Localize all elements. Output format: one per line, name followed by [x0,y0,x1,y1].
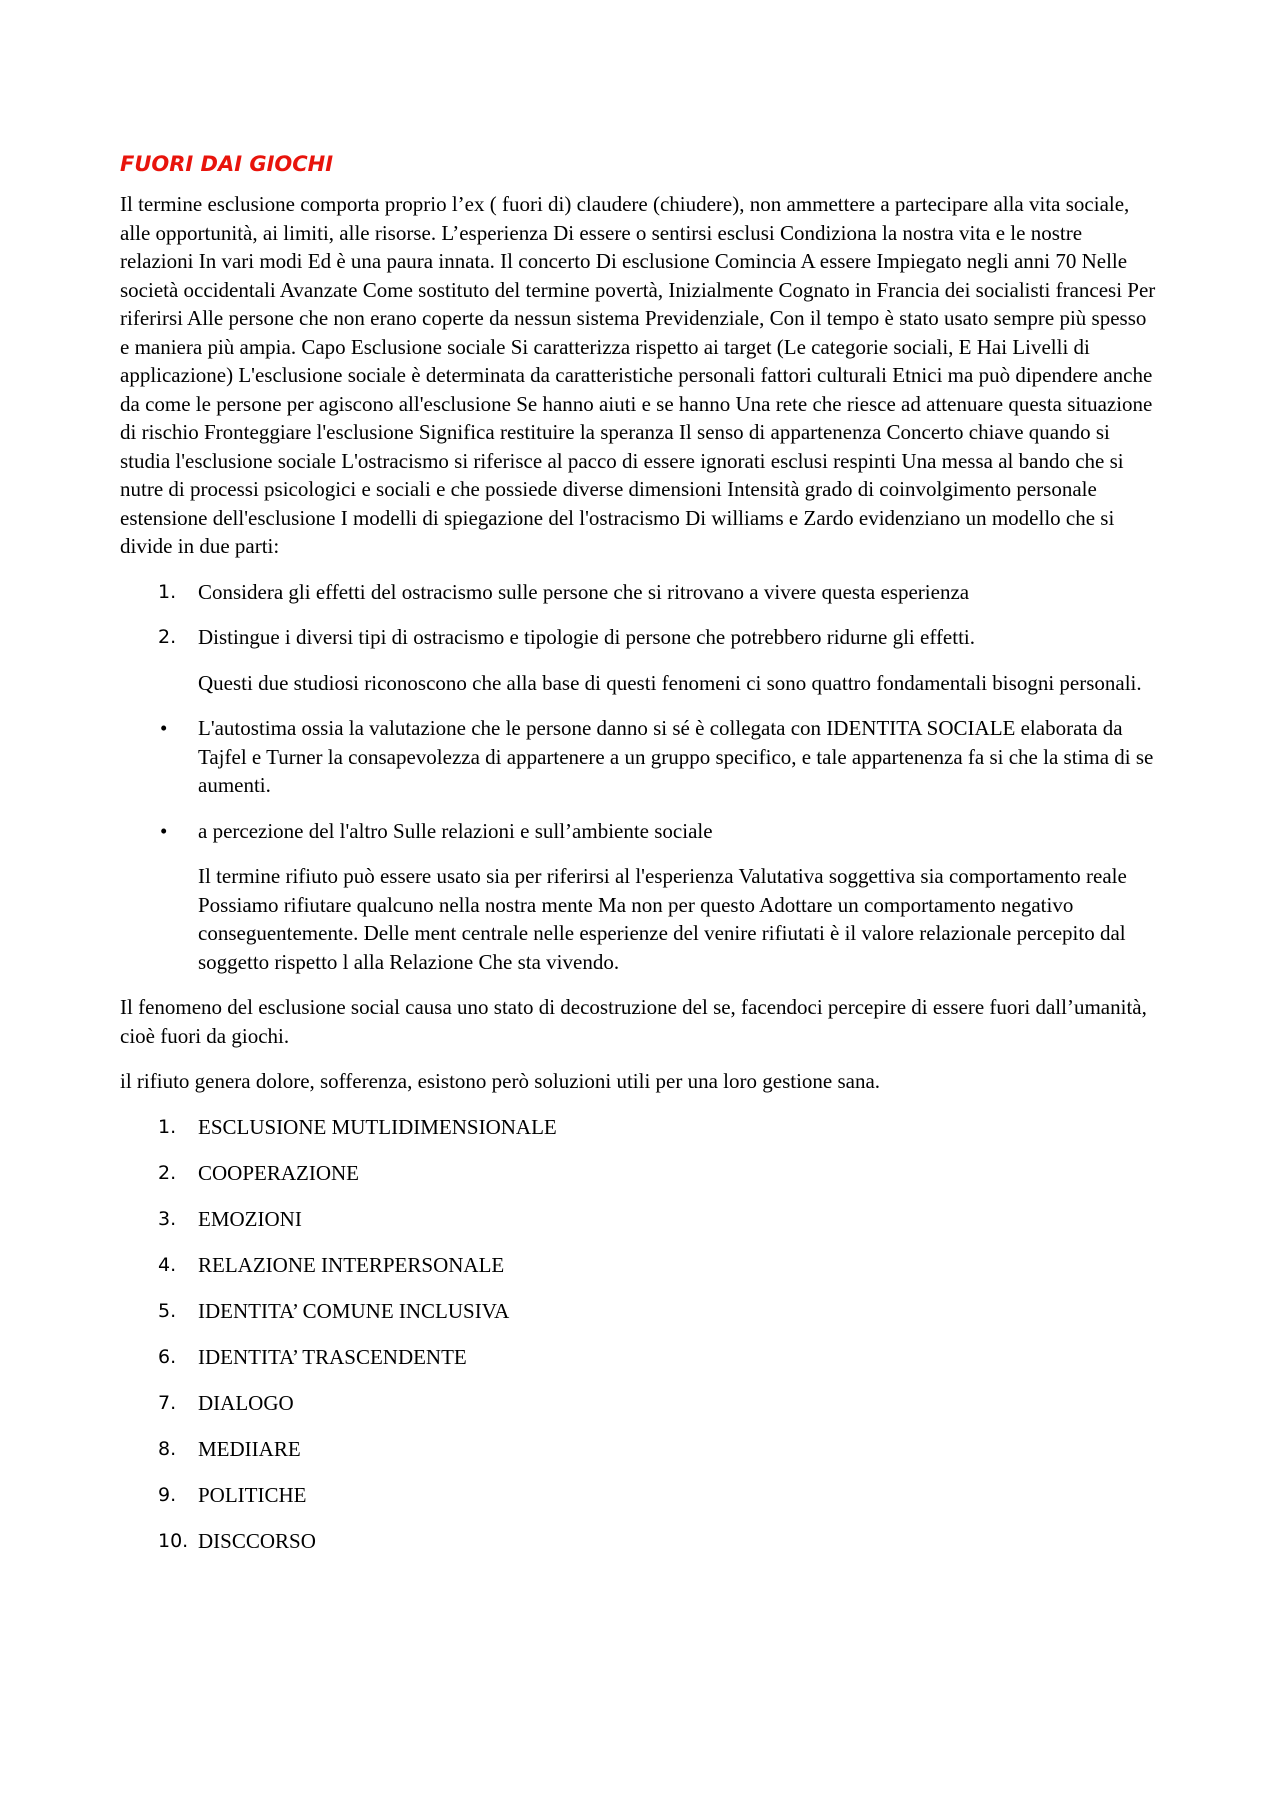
list-number: 7. [158,1391,177,1414]
list-item-text: Distingue i diversi tipi di ostracismo e tipologie di persone che potrebbero ridurne gli effetti. [198,625,976,649]
list-number: 2. [158,626,177,648]
model-list [120,578,1160,652]
list-number: 2. [158,1161,177,1184]
list-item-text: EMOZIONI [198,1206,302,1231]
list-item [120,1527,1160,1556]
list-item-text: DISCCORSO [198,1528,316,1553]
rejection-paragraph: Il termine rifiuto può essere usato sia per riferirsi al l'esperienza Valutativa soggettiva sia comportamento reale Possiamo rifiutare qualcuno nella nostra mente Ma non per questo Adottare un comportamento negativo conseguentemente. Delle ment centrale nelle esperienze del venire rifiutati è il valore relazionale percepito dal soggetto rispetto l alla Relazione Che sta vivendo. [198,864,1127,974]
list-number: 4. [158,1253,177,1276]
list-number: 3. [158,1207,177,1230]
list-item [120,1205,1160,1234]
list-item [120,623,1160,652]
list-item-text: a percezione del l'altro Sulle relazioni e sull’ambiente sociale [198,818,713,843]
list-item-text: L'autostima ossia la valutazione che le persone danno si sé è collegata con IDENTITA SOCIALE elaborata da Tajfel e Turner la consapevolezza di appartenere a un gruppo specifico, e tale appartenenza fa si che la stima di se aumenti. [198,716,1154,797]
document-title: FUORI DAI GIOCHI [120,152,334,176]
list-item-text: IDENTITA’ TRASCENDENTE [198,1344,467,1369]
list-number: 1. [158,1115,177,1138]
bullet-list [120,714,1160,845]
list-item-text: POLITICHE [198,1482,307,1507]
list-item [120,1389,1160,1418]
list-item [120,714,1160,800]
list-item [120,1343,1160,1372]
bullet-marker: • [160,716,168,740]
solutions-paragraph: il rifiuto genera dolore, sofferenza, esistono però soluzioni utili per una loro gestione sana. [120,1069,881,1093]
list-item-text: ESCLUSIONE MUTLIDIMENSIONALE [198,1114,557,1139]
list-item-text: RELAZIONE INTERPERSONALE [198,1252,505,1277]
list-item [120,817,1160,846]
intro-paragraph: Il termine esclusione comporta proprio l’ex ( fuori di) claudere (chiudere), non ammettere a partecipare alla vita sociale, alle opportunità, ai limiti, alle risorse. L’esperienza Di essere o sentirsi esclusi Condiziona la nostra vita e le nostre relazioni In vari modi Ed è una paura innata. Il concerto Di esclusione Comincia A essere Impiegato negli anni 70 Nelle società occidentali Avanzate Come sostituto del termine povertà, Inizialmente Cognato in Francia dei socialisti francesi Per riferirsi Alle persone che non erano coperte da nessun sistema Previdenziale, Con il tempo è stato usato sempre più spesso e maniera più ampia. Capo Esclusione sociale Si caratterizza rispetto ai target (Le categorie sociali, E Hai Livelli di applicazione) L'esclusione sociale è determinata da caratteristiche personali fattori culturali Etnici ma può dipendere anche da come le persone per agiscono all'esclusione Se hanno aiuti e se hanno Una rete che riesce ad attenuare questa situazione di rischio Fronteggiare l'esclusione Significa restituire la speranza Il senso di appartenenza Concerto chiave quando si studia l'esclusione sociale L'ostracismo si riferisce al pacco di essere ignorati esclusi respinti Una messa al bando che si nutre di processi psicologici e sociali e che possiede diverse dimensioni Intensità grado di coinvolgimento personale estensione dell'esclusione I modelli di spiegazione del l'ostracismo Di williams e Zardo evidenziano un modello che si divide in due parti: [120,192,1156,558]
phenomenon-paragraph: Il fenomeno del esclusione social causa uno stato di decostruzione del se, facendoci percepire di essere fuori dall’umanità, cioè fuori da giochi. [120,995,1147,1048]
list-number: 9. [158,1483,177,1506]
bullet-marker: • [160,818,168,843]
list-item [120,1113,1160,1142]
needs-paragraph: Questi due studiosi riconoscono che alla base di questi fenomeni ci sono quattro fondamentali bisogni personali. [198,670,1142,695]
list-item [120,1481,1160,1510]
solutions-list [120,1113,1160,1556]
list-number: 10. [158,1529,189,1552]
list-number: 6. [158,1345,177,1368]
list-item-text: MEDIIARE [198,1436,301,1461]
list-item-text: IDENTITA’ COMUNE INCLUSIVA [198,1298,510,1323]
list-item [120,1251,1160,1280]
list-item [120,1159,1160,1188]
document-page [120,150,1160,1573]
list-item [120,1297,1160,1326]
list-item-text: DIALOGO [198,1390,294,1415]
list-item-text: Considera gli effetti del ostracismo sulle persone che si ritrovano a vivere questa esperienza [198,579,970,604]
list-number: 1. [158,580,177,603]
list-item [120,578,1160,607]
list-number: 8. [158,1437,177,1460]
list-item [120,1435,1160,1464]
list-number: 5. [158,1299,177,1322]
list-item-text: COOPERAZIONE [198,1160,359,1185]
